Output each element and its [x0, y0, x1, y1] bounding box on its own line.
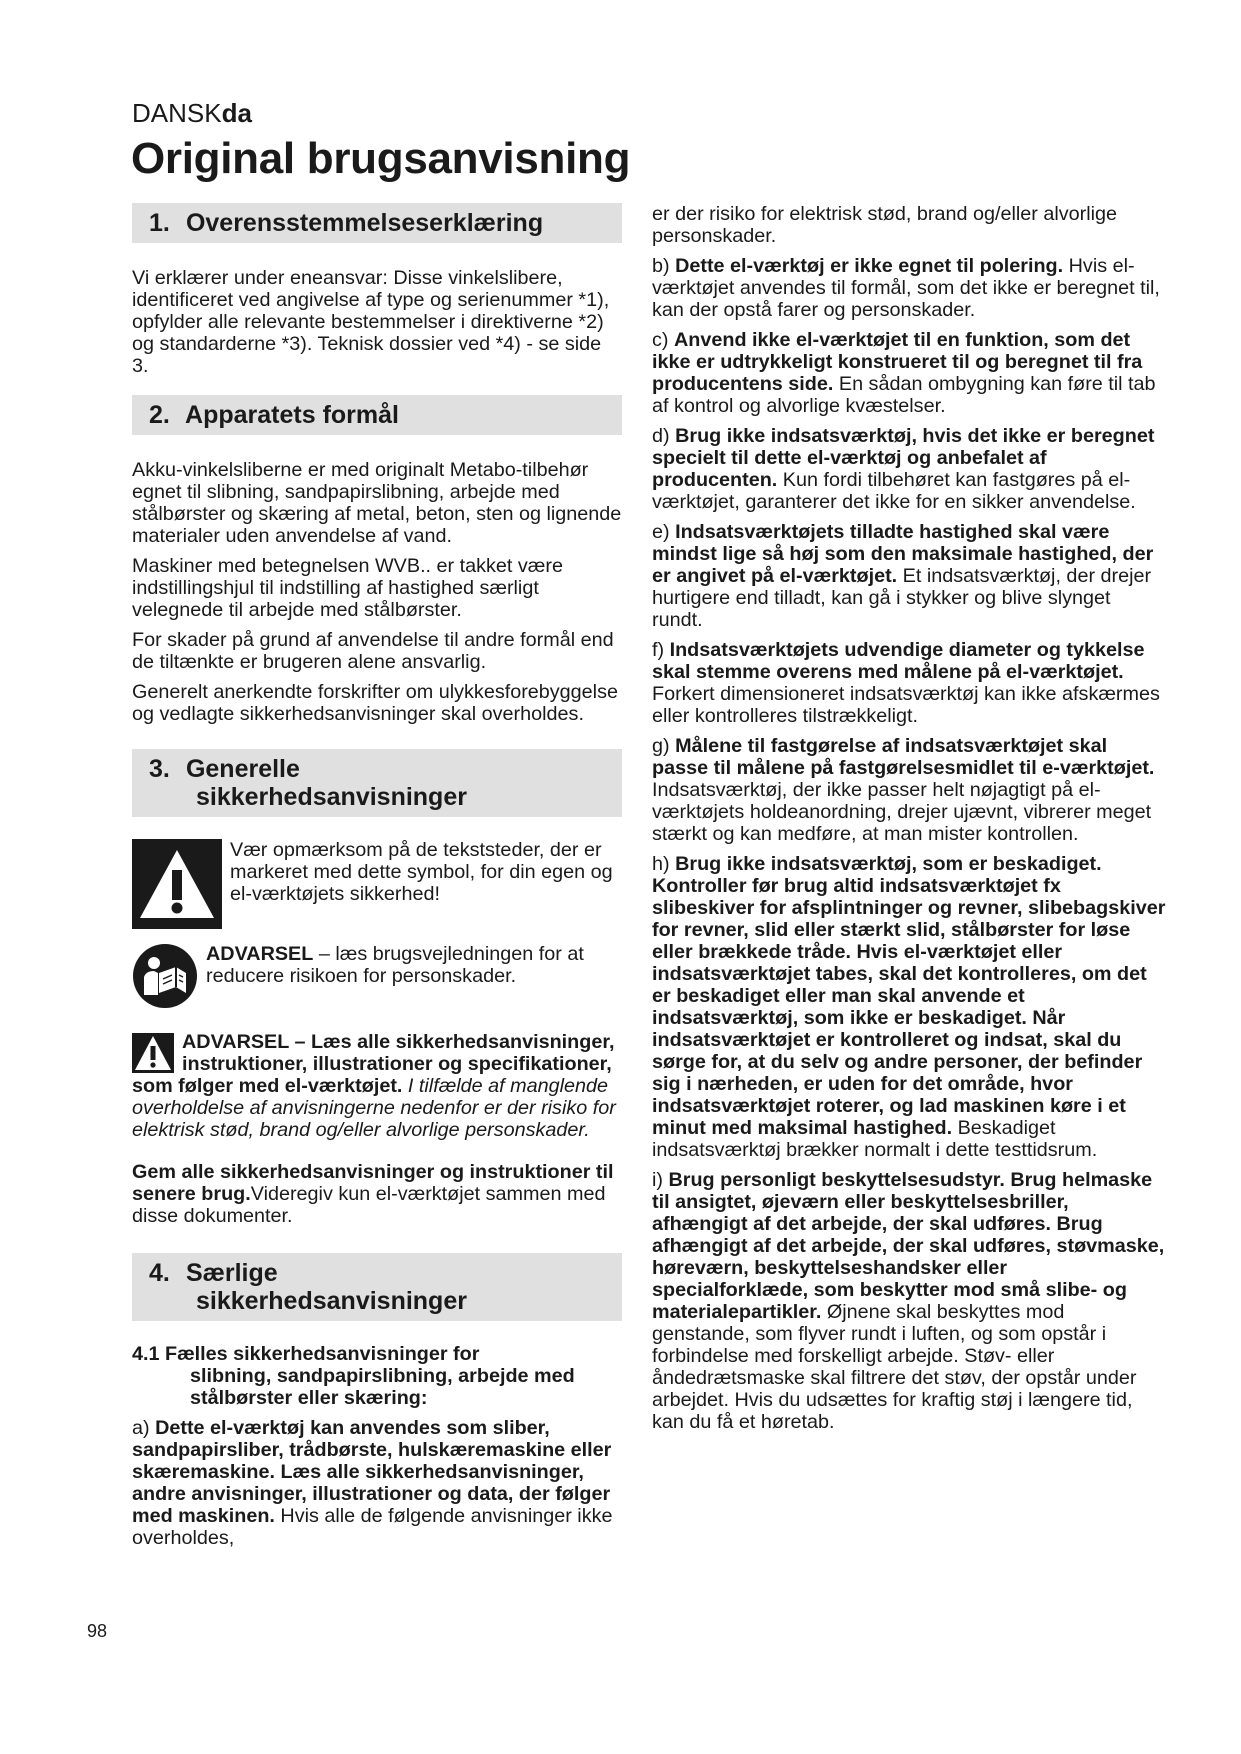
item-f-bold: Indsatsværktøjets udvendige diameter og tykkelse skal stemme overens med målene på el-værktøjet. [652, 639, 1145, 683]
item-f-label: f) [652, 639, 670, 661]
read-manual-icon [132, 943, 198, 1009]
item-a [132, 1417, 622, 1549]
item-h-label: h) [652, 853, 676, 875]
item-c [652, 329, 1166, 417]
advarsel-2-paragraph [132, 1031, 622, 1141]
item-b [652, 255, 1166, 321]
item-d-body: Kun fordi tilbehøret kan fastgøres på el-værktøjet, garanterer det ikke for en sikker anvendelse. [652, 469, 1136, 513]
item-c-bold: Anvend ikke el-værktøjet til en funktion, som det ikke er udtrykkeligt konstrueret til og beregnet til fra producentens side. [652, 329, 1143, 395]
item-g-bold: Målene til fastgørelse af indsatsværktøjet skal passe til målene på fastgørelsesmidlet til e-værktøjet. [652, 735, 1155, 779]
item-a-bold: Dette el-værktøj kan anvendes som sliber, sandpapirsliber, trådbørste, hulskæremaskine eller skæremaskine. Læs alle sikkerhedsanvisninger, andre anvisninger, illustrationer og data, der følger med maskinen. [132, 1417, 612, 1527]
item-d-label: d) [652, 425, 676, 447]
advarsel-1-label: ADVARSEL [206, 943, 314, 965]
item-f [652, 639, 1166, 727]
section-2-paragraph-3: For skader på grund af anvendelse til andre formål end de tiltænkte er brugeren alene ansvarlig. [132, 629, 614, 673]
subsection-4-1-line-2: slibning, sandpapirslibning, arbejde med stålbørster eller skæring: [190, 1365, 575, 1409]
language-name: DANSK [132, 98, 222, 128]
item-i [652, 1169, 1166, 1433]
item-i-label: i) [652, 1169, 669, 1191]
item-i-bold: Brug personligt beskyttelsesudstyr. Brug helmaske til ansigtet, øjeværn eller beskyttelsesbriller, afhængigt af det arbejde, der skal udføres. Brug afhængigt af det arbejde, der skal udføres, støvmaske, høreværn, beskyttelseshandsker eller specialforklæde, som beskytter mod små slibe- og materialepartikler. [652, 1169, 1165, 1323]
section-2-number: 2. [149, 401, 170, 429]
item-b-body: Hvis el-værktøjet anvendes til formål, som det ikke er beregnet til, kan der opstå farer og personskader. [652, 255, 1160, 321]
section-1-heading [132, 203, 622, 243]
item-c-body: En sådan ombygning kan føre til tab af kontrol og alvorlige kvæstelser. [652, 373, 1156, 417]
item-h [652, 853, 1166, 1161]
advarsel-1-body: – læs brugsvejledningen for at reducere risikoen for personskader. [206, 943, 584, 987]
item-d [652, 425, 1166, 513]
item-i-body: Øjnene skal beskyttes mod genstande, som flyver rundt i luften, og som opstår i forbindelse med forskelligt arbejde. Støv- eller åndedrætsmaske skal filtrere det støv, der opstår under arbejdet. Hvis du udsættes for kraftig støj i længere tid, kan du få et høretab. [652, 1301, 1137, 1433]
section-3-title-line-1: Generelle [185, 755, 300, 783]
item-e-body: Et indsatsværktøj, der drejer hurtigere end tilladt, kan gå i stykker og blive slynget rundt. [652, 565, 1152, 631]
section-4-title-line-1: Særlige [185, 1259, 278, 1287]
section-2-title: Apparatets formål [185, 401, 399, 429]
gem-body: Videregiv kun el-værktøjet sammen med disse dokumenter. [132, 1183, 606, 1227]
item-a-body: Hvis alle de følgende anvisninger ikke overholdes, [132, 1505, 613, 1549]
item-a-continuation: er der risiko for elektrisk stød, brand og/eller alvorlige personskader. [652, 203, 1118, 247]
advarsel-2-bold: ADVARSEL – Læs alle sikkerhedsanvisninger, instruktioner, illustrationer og specifikationer, som følger med el-værktøjet. [132, 1031, 615, 1097]
section-3-title-line-2: sikkerhedsanvisninger [196, 783, 467, 811]
language-label [132, 98, 252, 129]
warning-triangle-icon [132, 839, 222, 929]
read-manual-row [132, 943, 622, 1009]
page-title: Original brugsanvisning [131, 134, 631, 183]
item-g-label: g) [652, 735, 676, 757]
right-column [652, 203, 1166, 1441]
section-2-heading [132, 395, 622, 435]
section-4-title-line-2: sikkerhedsanvisninger [196, 1287, 467, 1315]
item-a-label: a) [132, 1417, 156, 1439]
item-h-body: Beskadiget indsatsværktøj brækker normalt i dette testtidsrum. [652, 1117, 1098, 1161]
gem-paragraph [132, 1161, 622, 1227]
section-4-heading [132, 1253, 622, 1321]
item-g-body: Indsatsværktøj, der ikke passer helt nøjagtigt på el-værktøjets holdeanordning, drejer ujævnt, vibrerer meget stærkt og kan medføre, at man mister kontrollen. [652, 779, 1152, 845]
section-2-paragraph-4: Generelt anerkendte forskrifter om ulykkesforebyggelse og vedlagte sikkerhedsanvisninger skal overholdes. [132, 681, 618, 725]
section-3-heading [132, 749, 622, 817]
item-f-body: Forkert dimensioneret indsatsværktøj kan ikke afskærmes eller kontrolleres tilstrækkeligt. [652, 683, 1160, 727]
advarsel-2-italic: I tilfælde af manglende overholdelse af anvisningerne nedenfor er der risiko for elektrisk stød, brand og/eller alvorlige personskader. [132, 1075, 616, 1141]
left-column [132, 203, 622, 1557]
item-d-bold: Brug ikke indsatsværktøj, hvis det ikke er beregnet specielt til dette el-værktøj og anbefalet af producenten. [652, 425, 1155, 491]
small-warning-icon [132, 1033, 174, 1073]
page-number: 98 [87, 1621, 108, 1641]
item-e [652, 521, 1166, 631]
section-1-body: Vi erklærer under eneansvar: Disse vinkelslibere, identificeret ved angivelse af type og serienummer *1), opfylder alle relevante bestemmelser i direktiverne *2) og standarderne *3). Teknisk dossier ved *4) - se side 3. [132, 267, 610, 377]
subsection-4-1-heading [132, 1343, 622, 1409]
item-c-label: c) [652, 329, 674, 351]
section-2-paragraph-1: Akku-vinkelsliberne er med originalt Metabo-tilbehør egnet til slibning, sandpapirslibning, arbejde med stålbørster og skæring af metal, beton, sten og lignende materialer uden anvendelse af vand. [132, 459, 622, 547]
section-1-title: Overensstemmelseserklæring [185, 209, 544, 237]
warning-symbol-text: Vær opmærksom på de tekststeder, der er markeret med dette symbol, for din egen og el-værktøjets sikkerhed! [230, 839, 613, 905]
warning-symbol-row [132, 839, 622, 929]
section-3-number: 3. [149, 755, 170, 783]
item-e-bold: Indsatsværktøjets tilladte hastighed skal være mindst lige så høj som den maksimale hastighed, der er angivet på el-værktøjet. [652, 521, 1154, 587]
gem-bold: Gem alle sikkerhedsanvisninger og instruktioner til senere brug. [132, 1161, 614, 1205]
section-2-paragraph-2: Maskiner med betegnelsen WVB.. er takket være indstillingshjul til indstilling af hastighed særligt velegnede til arbejde med stålbørster. [132, 555, 563, 621]
section-1-number: 1. [149, 209, 170, 237]
item-g [652, 735, 1166, 845]
item-e-label: e) [652, 521, 676, 543]
item-b-bold: Dette el-værktøj er ikke egnet til polering. [675, 255, 1064, 277]
advarsel-1-text [206, 943, 622, 987]
item-b-label: b) [652, 255, 676, 277]
language-code: da [221, 98, 252, 128]
subsection-4-1-line-1: 4.1 Fælles sikkerhedsanvisninger for [132, 1343, 480, 1365]
item-h-bold: Brug ikke indsatsværktøj, som er beskadiget. Kontroller før brug altid indsatsværktøjet fx slibeskiver for afsplintninger og revner, slibebagskiver for revner, slid eller stærkt slid, stålbørster for løse eller brækkede tråde. Hvis el-værktøjet eller indsatsværktøjet tabes, skal det kontrolleres, om det er beskadiget eller man skal anvende et indsatsværktøj, som ikke er beskadiget. Når indsatsværktøjet er kontrolleret og indsat, skal du sørge for, at du selv og andre personer, der befinder sig i nærheden, er uden for det område, hvor indsatsværktøjet roterer, og lad maskinen køre i et minut med maksimal hastighed. [652, 853, 1166, 1139]
section-4-number: 4. [149, 1259, 170, 1287]
